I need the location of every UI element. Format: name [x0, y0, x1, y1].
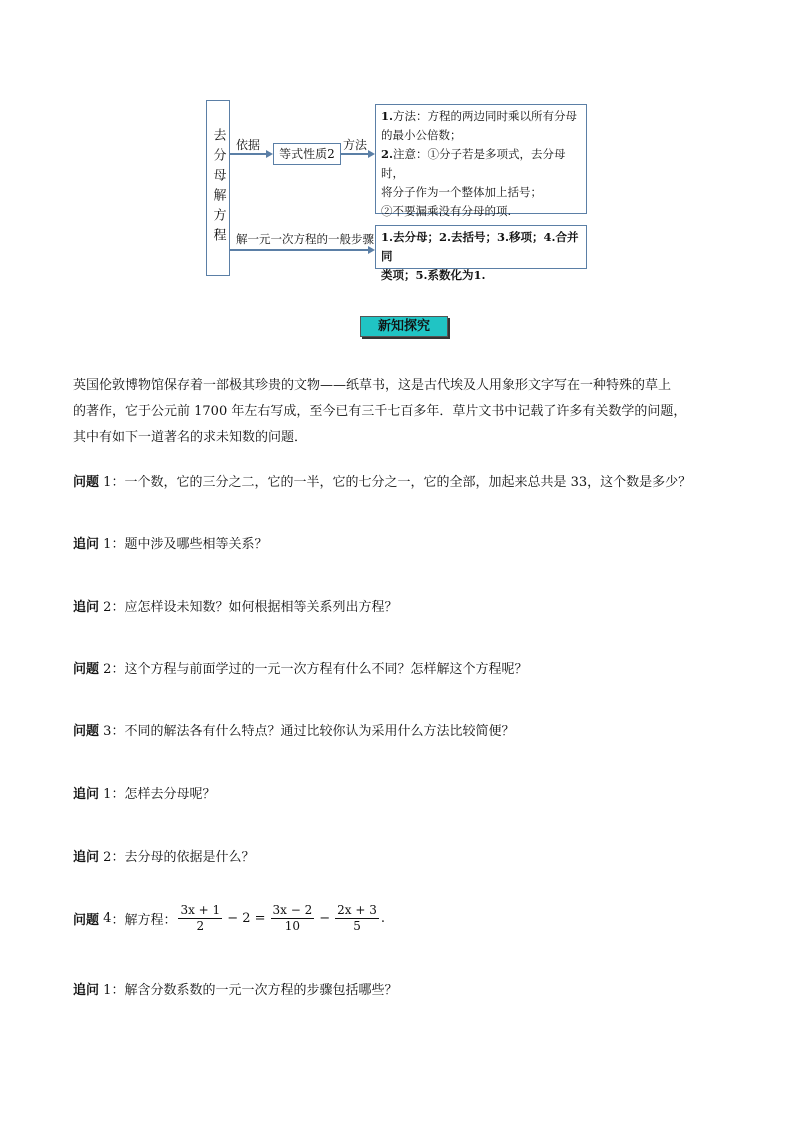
fraction: $\frac{2x + 3}{5}$ [337, 903, 377, 933]
basis-box: 等式性质2 [273, 143, 341, 165]
method-label: 方法 [343, 138, 368, 152]
topic-text: 去分母解方程 [210, 128, 226, 248]
followup-2b: 追问 2：去分母的依据是什么？ [73, 850, 255, 865]
method-line-1: 1.方法：方程的两边同时乘以所有分母 [381, 109, 578, 123]
method-line-2: 的最小公倍数； [381, 128, 462, 142]
connector-line [341, 153, 369, 155]
arrow-icon [368, 150, 375, 158]
method-line-5: ②不要漏乘没有分母的项. [381, 204, 512, 218]
question-1: 问题 1：一个数，它的三分之二，它的一半，它的七分之一，它的全部，加起来总共是 33，这个数是多少？ [73, 475, 692, 490]
followup-1b: 追问 1：怎样去分母呢？ [73, 787, 216, 802]
followup-last: 追问 1：解含分数系数的一元一次方程的步骤包括哪些？ [73, 983, 398, 998]
followup-2: 追问 2：应怎样设未知数？如何根据相等关系列出方程？ [73, 600, 398, 615]
question-3: 问题 3：不同的解法各有什么特点？通过比较你认为采用什么方法比较简便？ [73, 724, 515, 739]
intro-line: 的著作，它于公元前 1700 年左右写成，至今已有三千七百多年．草片文书中记载了许多有关数学的问题， [73, 404, 687, 419]
question-4: 问题 4 ：解方程： $\frac{3x + 1}{2}$ − 2 = $\frac{3x - 2}{10}$ − $\frac{2x + 3}{5}$ . [73, 903, 386, 933]
steps-line-2: 类项；5.系数化为1. [381, 268, 486, 282]
section-title: 新知探究 [360, 316, 448, 337]
fraction: $\frac{3x + 1}{2}$ [180, 903, 221, 933]
basis-label: 依据 [236, 138, 261, 152]
intro-paragraph [73, 373, 733, 451]
intro-line: 英国伦敦博物馆保存着一部极其珍贵的文物——纸草书，这是古代埃及人用象形文字写在一种特殊的草上 [73, 378, 672, 393]
fraction: $\frac{3x - 2}{10}$ [272, 903, 313, 933]
followup-1: 追问 1：题中涉及哪些相等关系？ [73, 537, 268, 552]
arrow-icon [368, 246, 375, 254]
method-box [375, 104, 587, 218]
steps-label: 解一元一次方程的一般步骤 [236, 232, 374, 246]
steps-line-1: 1.去分母；2.去括号；3.移项；4.合并同 [381, 230, 579, 263]
topic-box [206, 100, 230, 276]
method-line-4: 将分子作为一个整体加上括号； [381, 185, 542, 199]
connector-line [230, 153, 266, 155]
question-2: 问题 2：这个方程与前面学过的一元一次方程有什么不同？怎样解这个方程呢？ [73, 662, 528, 677]
connector-line [230, 249, 368, 251]
steps-box [375, 225, 587, 282]
intro-line: 其中有如下一道著名的求未知数的问题． [73, 430, 308, 445]
method-line-3: 2.注意：①分子若是多项式，去分母时， [381, 147, 566, 180]
arrow-icon [266, 150, 273, 158]
